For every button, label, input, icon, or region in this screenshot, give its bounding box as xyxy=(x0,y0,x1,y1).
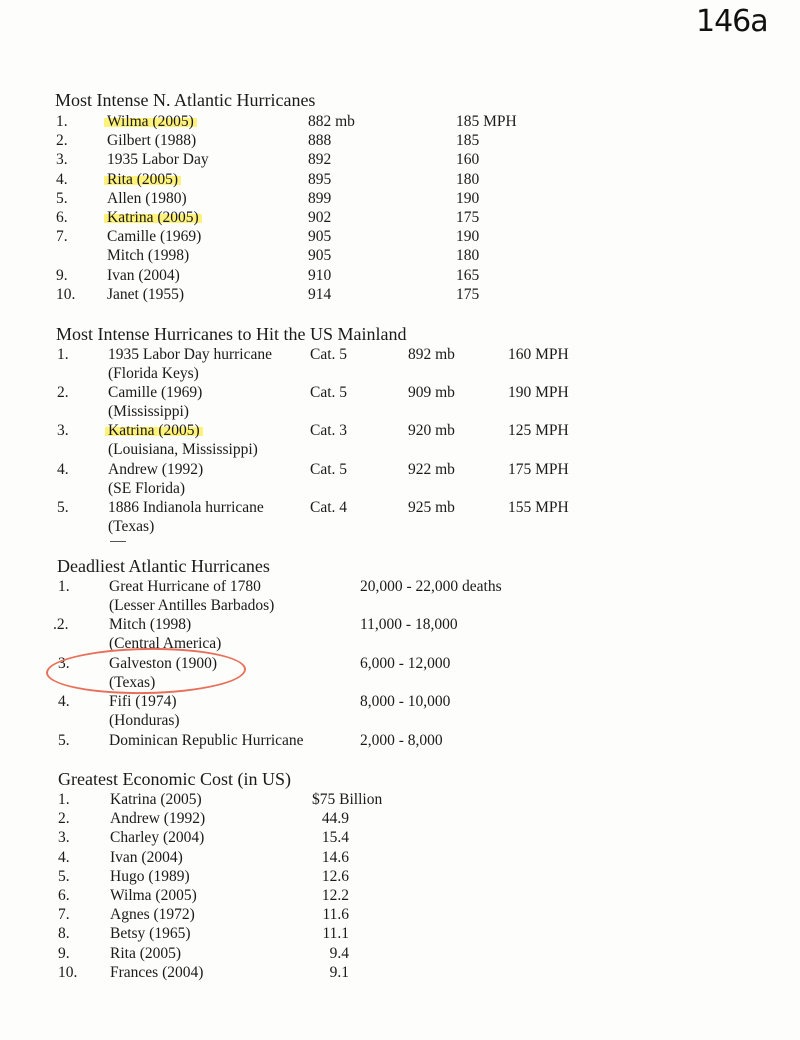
hurricane-name: Katrina (2005) xyxy=(110,791,202,808)
hurricane-name xyxy=(107,170,181,189)
row-rank: 3. xyxy=(58,829,70,847)
wind-value: 190 xyxy=(456,189,480,207)
cost-value: 12.2 xyxy=(321,887,349,904)
wind-value: 180 xyxy=(456,247,480,265)
hurricane-name: Ivan (2004) xyxy=(107,266,180,284)
section-title-intense-atlantic: Most Intense N. Atlantic Hurricanes xyxy=(55,90,316,110)
pressure-value: 910 xyxy=(308,266,332,284)
cost-value: 15.4 xyxy=(321,829,349,847)
row-rank: 1. xyxy=(56,113,68,130)
hurricane-location: (Lesser Antilles Barbados) xyxy=(109,597,275,614)
row-rank: 4. xyxy=(56,170,68,188)
category-value: Cat. 3 xyxy=(310,422,348,440)
row-rank: 6. xyxy=(58,887,70,904)
cost-value: 9.1 xyxy=(329,963,349,981)
pressure-value: 882 mb xyxy=(308,113,355,130)
hurricane-location: (Mississippi) xyxy=(108,403,189,421)
hurricane-location: (Louisiana, Mississippi) xyxy=(108,441,258,459)
row-rank: 6. xyxy=(56,209,68,226)
hurricane-name: Agnes (1972) xyxy=(110,906,195,924)
row-rank: 1. xyxy=(58,578,70,595)
section-title-economic: Greatest Economic Cost (in US) xyxy=(58,769,291,789)
cost-value: 9.4 xyxy=(329,944,349,962)
row-rank: .2. xyxy=(53,616,69,634)
hurricane-name: Wilma (2005) xyxy=(110,887,197,904)
row-rank: 4. xyxy=(58,693,70,711)
death-toll: 8,000 - 10,000 xyxy=(360,693,451,711)
hurricane-name: Great Hurricane of 1780 xyxy=(109,578,261,595)
hurricane-name: Andrew (1992) xyxy=(110,810,206,828)
cost-value: 12.6 xyxy=(321,867,349,885)
wind-value: 190 xyxy=(456,228,480,246)
hurricane-name: Ivan (2004) xyxy=(110,848,183,866)
hurricane-name: Betsy (1965) xyxy=(110,925,191,943)
death-toll: 11,000 - 18,000 xyxy=(360,616,458,634)
hurricane-name: Charley (2004) xyxy=(110,829,205,847)
category-value: Cat. 5 xyxy=(310,346,348,363)
pressure-value: 905 xyxy=(308,247,332,265)
hurricane-location: (Honduras) xyxy=(109,712,180,730)
row-rank: 7. xyxy=(58,906,70,924)
hurricane-location: (SE Florida) xyxy=(108,479,186,497)
pressure-value: 892 mb xyxy=(408,346,455,363)
hurricane-name: Gilbert (1988) xyxy=(107,132,197,150)
wind-value: 155 MPH xyxy=(508,498,569,516)
row-rank: 5. xyxy=(57,498,69,516)
hurricane-name xyxy=(107,112,197,131)
highlighted-name: Katrina (2005) xyxy=(104,209,202,226)
hurricane-name: Camille (1969) xyxy=(108,384,203,402)
row-rank: 5. xyxy=(56,189,68,207)
row-rank: 1. xyxy=(57,346,69,363)
hurricane-name: Rita (2005) xyxy=(110,944,182,962)
wind-value: 185 MPH xyxy=(456,113,517,130)
wind-value: 165 xyxy=(456,266,480,284)
highlighted-name: Katrina (2005) xyxy=(105,422,203,439)
hurricane-name: Janet (1955) xyxy=(107,285,185,303)
hurricane-name: Galveston (1900) xyxy=(109,654,218,672)
cost-value: 11.6 xyxy=(322,906,349,924)
hurricane-name: 1935 Labor Day xyxy=(107,151,209,169)
wind-value: 190 MPH xyxy=(508,384,569,402)
cost-value: 11.1 xyxy=(322,925,349,943)
row-rank: 2. xyxy=(56,132,68,150)
hurricane-name xyxy=(107,208,202,227)
category-value: Cat. 5 xyxy=(310,460,348,478)
highlighted-name: Wilma (2005) xyxy=(104,113,197,130)
row-rank: 10. xyxy=(56,285,76,303)
pressure-value: 922 mb xyxy=(408,460,455,478)
hurricane-location: (Texas) xyxy=(109,673,156,691)
death-toll: 6,000 - 12,000 xyxy=(360,654,451,672)
pen-mark xyxy=(110,541,126,542)
hurricane-name: Allen (1980) xyxy=(107,189,187,207)
hurricane-name: Hugo (1989) xyxy=(110,867,190,885)
section-title-deadliest: Deadliest Atlantic Hurricanes xyxy=(57,556,270,576)
pressure-value: 925 mb xyxy=(408,498,455,516)
hurricane-name xyxy=(108,421,203,440)
cost-value: 44.9 xyxy=(321,810,349,828)
row-rank: 1. xyxy=(58,791,70,808)
hurricane-name: 1935 Labor Day hurricane xyxy=(108,346,272,363)
row-rank: 2. xyxy=(58,810,70,828)
wind-value: 125 MPH xyxy=(508,422,569,440)
pressure-value: 905 xyxy=(308,228,332,246)
row-rank: 9. xyxy=(56,266,68,284)
pressure-value: 892 xyxy=(308,151,332,169)
row-rank: 3. xyxy=(58,654,70,672)
row-rank: 3. xyxy=(56,151,68,169)
highlighted-name: Rita (2005) xyxy=(104,171,181,188)
wind-value: 160 xyxy=(456,151,480,169)
wind-value: 175 MPH xyxy=(508,460,569,478)
hand-drawn-circle xyxy=(46,646,247,695)
death-toll: 20,000 - 22,000 deaths xyxy=(360,578,502,595)
hurricane-name: Mitch (1998) xyxy=(109,616,192,634)
row-rank: 5. xyxy=(58,731,70,749)
row-rank: 3. xyxy=(57,422,69,440)
pressure-value: 899 xyxy=(308,189,332,207)
category-value: Cat. 4 xyxy=(310,498,348,516)
death-toll: 2,000 - 8,000 xyxy=(360,731,443,749)
hurricane-name: Mitch (1998) xyxy=(107,247,190,265)
row-rank: 4. xyxy=(58,848,70,866)
wind-value: 185 xyxy=(456,132,480,150)
hurricane-location: (Florida Keys) xyxy=(108,365,199,382)
category-value: Cat. 5 xyxy=(310,384,348,402)
hurricane-name: Dominican Republic Hurricane xyxy=(109,731,304,749)
row-rank: 9. xyxy=(58,944,70,962)
row-rank: 7. xyxy=(56,228,68,246)
pressure-value: 920 mb xyxy=(408,422,455,440)
page-number: 146a xyxy=(696,4,768,39)
cost-value: 14.6 xyxy=(321,848,349,866)
pressure-value: 902 xyxy=(308,209,332,226)
row-rank: 4. xyxy=(57,460,69,478)
wind-value: 180 xyxy=(456,170,480,188)
pressure-value: 888 xyxy=(308,132,332,150)
row-rank: 2. xyxy=(57,384,69,402)
cost-value: $75 Billion xyxy=(312,791,383,808)
pressure-value: 909 mb xyxy=(408,384,455,402)
hurricane-location: (Central America) xyxy=(109,635,222,653)
hurricane-location: (Texas) xyxy=(108,517,155,535)
hurricane-name: Andrew (1992) xyxy=(108,460,204,478)
hurricane-name: Frances (2004) xyxy=(110,963,204,981)
row-rank: 5. xyxy=(58,867,70,885)
section-title-intense-us: Most Intense Hurricanes to Hit the US Mainland xyxy=(56,324,407,344)
hurricane-name: Fifi (1974) xyxy=(109,693,177,711)
pressure-value: 914 xyxy=(308,285,332,303)
wind-value: 175 xyxy=(456,285,480,303)
pressure-value: 895 xyxy=(308,170,332,188)
row-rank: 8. xyxy=(58,925,70,943)
wind-value: 160 MPH xyxy=(508,346,569,363)
wind-value: 175 xyxy=(456,209,480,226)
hurricane-name: 1886 Indianola hurricane xyxy=(108,498,264,516)
hurricane-name: Camille (1969) xyxy=(107,228,202,246)
row-rank: 10. xyxy=(58,963,78,981)
